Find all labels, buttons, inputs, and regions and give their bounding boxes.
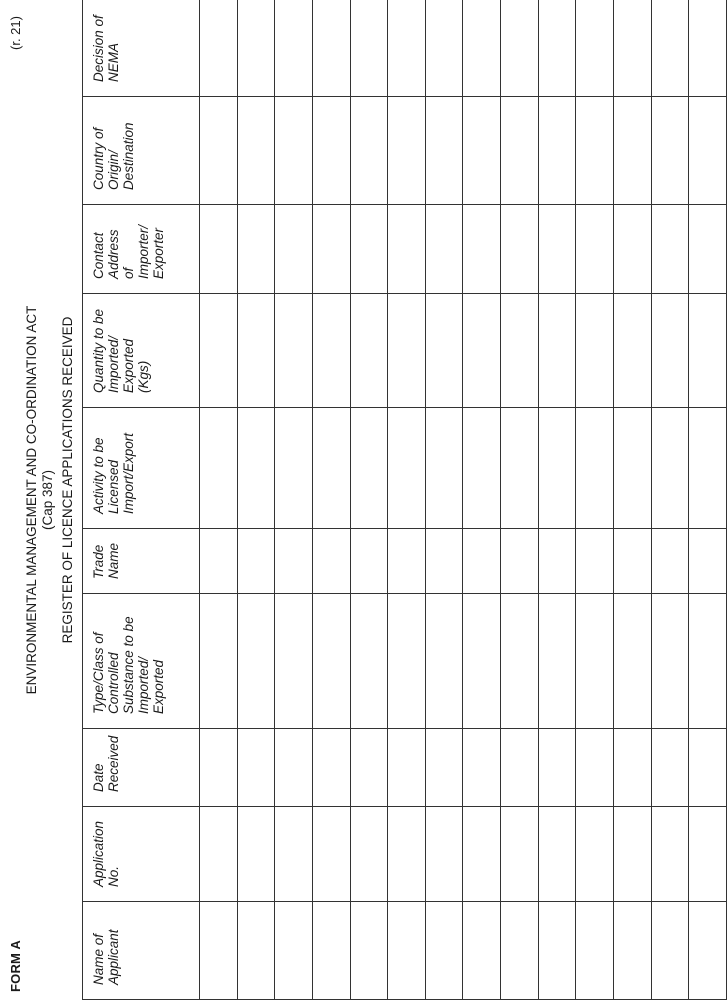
table-cell xyxy=(388,902,426,1000)
table-cell xyxy=(614,0,652,97)
table-cell xyxy=(614,902,652,1000)
table-cell xyxy=(501,594,539,729)
table-cell xyxy=(237,408,275,529)
table-cell xyxy=(538,529,576,594)
table-cell xyxy=(689,0,727,97)
table-cell xyxy=(538,807,576,902)
table-cell xyxy=(501,97,539,205)
table-cell xyxy=(275,902,313,1000)
table-cell xyxy=(463,0,501,97)
col-application-no: Application No. xyxy=(83,807,200,902)
table-cell xyxy=(200,97,238,205)
table-cell xyxy=(651,729,689,807)
table-cell xyxy=(576,594,614,729)
table-row xyxy=(312,0,350,1000)
table-cell xyxy=(200,205,238,294)
table-cell xyxy=(350,594,388,729)
table-cell xyxy=(576,807,614,902)
table-cell xyxy=(463,594,501,729)
table-cell xyxy=(425,902,463,1000)
table-cell xyxy=(237,97,275,205)
table-row xyxy=(237,0,275,1000)
table-cell xyxy=(237,0,275,97)
table-cell xyxy=(200,729,238,807)
table-cell xyxy=(689,408,727,529)
table-cell xyxy=(651,97,689,205)
table-cell xyxy=(275,205,313,294)
table-cell xyxy=(275,594,313,729)
table-cell xyxy=(463,294,501,408)
table-cell xyxy=(350,294,388,408)
table-cell xyxy=(275,408,313,529)
table-cell xyxy=(350,408,388,529)
table-cell xyxy=(689,529,727,594)
table-cell xyxy=(237,205,275,294)
table-cell xyxy=(576,729,614,807)
table-cell xyxy=(350,529,388,594)
table-cell xyxy=(312,594,350,729)
table-cell xyxy=(388,408,426,529)
table-row xyxy=(200,0,238,1000)
table-cell xyxy=(275,294,313,408)
table-cell xyxy=(425,529,463,594)
table-cell xyxy=(614,408,652,529)
table-row xyxy=(463,0,501,1000)
table-cell xyxy=(538,205,576,294)
table-cell xyxy=(651,807,689,902)
table-cell xyxy=(200,594,238,729)
table-cell xyxy=(275,97,313,205)
table-cell xyxy=(576,902,614,1000)
table-cell xyxy=(689,205,727,294)
table-cell xyxy=(689,594,727,729)
table-cell xyxy=(275,0,313,97)
table-cell xyxy=(425,0,463,97)
table-cell xyxy=(463,408,501,529)
table-cell xyxy=(425,294,463,408)
table-cell xyxy=(200,408,238,529)
table-row xyxy=(350,0,388,1000)
table-cell xyxy=(388,594,426,729)
table-cell xyxy=(614,205,652,294)
table-cell xyxy=(425,205,463,294)
table-cell xyxy=(614,729,652,807)
table-cell xyxy=(388,729,426,807)
table-cell xyxy=(463,729,501,807)
col-contact-address: Contact Address of Importer/ Exporter xyxy=(83,205,200,294)
table-cell xyxy=(689,729,727,807)
table-cell xyxy=(312,294,350,408)
table-cell xyxy=(651,205,689,294)
table-cell xyxy=(388,529,426,594)
table-cell xyxy=(689,902,727,1000)
table-cell xyxy=(312,902,350,1000)
table-cell xyxy=(538,97,576,205)
table-row xyxy=(388,0,426,1000)
table-cell xyxy=(576,529,614,594)
table-cell xyxy=(501,205,539,294)
table-cell xyxy=(614,807,652,902)
table-cell xyxy=(200,294,238,408)
table-cell xyxy=(312,205,350,294)
table-cell xyxy=(312,807,350,902)
table-row xyxy=(425,0,463,1000)
table-cell xyxy=(237,902,275,1000)
table-cell xyxy=(651,529,689,594)
table-cell xyxy=(538,729,576,807)
table-cell xyxy=(350,729,388,807)
form-label: FORM A xyxy=(8,940,23,992)
table-cell xyxy=(425,97,463,205)
table-cell xyxy=(689,97,727,205)
table-cell xyxy=(388,205,426,294)
table-cell xyxy=(275,729,313,807)
table-cell xyxy=(538,294,576,408)
table-cell xyxy=(312,408,350,529)
table-cell xyxy=(651,0,689,97)
table-cell xyxy=(651,408,689,529)
table-cell xyxy=(614,97,652,205)
table-cell xyxy=(388,0,426,97)
col-quantity: Quantity to be Imported/ Exported (Kgs) xyxy=(83,294,200,408)
col-country: Country of Origin/ Destination xyxy=(83,97,200,205)
table-cell xyxy=(501,0,539,97)
table-cell xyxy=(425,594,463,729)
table-cell xyxy=(501,529,539,594)
table-cell xyxy=(576,0,614,97)
table-cell xyxy=(350,807,388,902)
table-cell xyxy=(463,529,501,594)
table-cell xyxy=(538,408,576,529)
table-cell xyxy=(237,729,275,807)
col-name-of-applicant: Name of Applicant xyxy=(83,902,200,1000)
table-cell xyxy=(614,294,652,408)
table-row xyxy=(275,0,313,1000)
col-decision: Decision of NEMA xyxy=(83,0,200,97)
col-trade-name: Trade Name xyxy=(83,529,200,594)
cap-reference: (Cap 387) xyxy=(40,469,55,531)
register-table xyxy=(82,0,727,1000)
table-cell xyxy=(200,902,238,1000)
table-cell xyxy=(350,902,388,1000)
table-row xyxy=(614,0,652,1000)
table-cell xyxy=(275,807,313,902)
table-cell xyxy=(463,97,501,205)
table-cell xyxy=(651,594,689,729)
rule-reference: (r. 21) xyxy=(8,16,23,50)
table-cell xyxy=(312,529,350,594)
table-cell xyxy=(501,902,539,1000)
table-cell xyxy=(576,97,614,205)
table-cell xyxy=(689,294,727,408)
table-cell xyxy=(312,97,350,205)
table-row xyxy=(651,0,689,1000)
table-cell xyxy=(538,0,576,97)
table-cell xyxy=(425,729,463,807)
table-cell xyxy=(501,294,539,408)
table-row xyxy=(576,0,614,1000)
table-cell xyxy=(200,529,238,594)
table-cell xyxy=(350,97,388,205)
table-cell xyxy=(237,807,275,902)
col-activity: Activity to be Licensed Import/Export xyxy=(83,408,200,529)
table-cell xyxy=(200,807,238,902)
table-cell xyxy=(312,729,350,807)
table-cell xyxy=(237,294,275,408)
table-cell xyxy=(576,205,614,294)
table-cell xyxy=(689,807,727,902)
table-cell xyxy=(501,408,539,529)
table-cell xyxy=(463,205,501,294)
header-row xyxy=(83,0,200,1000)
act-title: ENVIRONMENTAL MANAGEMENT AND CO-ORDINATION ACT xyxy=(24,305,39,695)
table-cell xyxy=(200,0,238,97)
table-cell xyxy=(576,408,614,529)
table-cell xyxy=(388,97,426,205)
register-body xyxy=(200,0,727,1000)
table-cell xyxy=(388,807,426,902)
table-cell xyxy=(350,205,388,294)
table-cell xyxy=(388,294,426,408)
table-row xyxy=(501,0,539,1000)
table-cell xyxy=(463,902,501,1000)
table-cell xyxy=(463,807,501,902)
table-cell xyxy=(501,807,539,902)
table-row xyxy=(689,0,727,1000)
table-cell xyxy=(614,594,652,729)
table-cell xyxy=(614,529,652,594)
table-cell xyxy=(275,529,313,594)
table-cell xyxy=(350,0,388,97)
col-substance-type: Type/Class of Controlled Substance to be Imported/ Exported xyxy=(83,594,200,729)
table-cell xyxy=(312,0,350,97)
table-row xyxy=(538,0,576,1000)
table-cell xyxy=(651,294,689,408)
table-cell xyxy=(651,902,689,1000)
col-date-received: Date Received xyxy=(83,729,200,807)
table-cell xyxy=(538,594,576,729)
register-title: REGISTER OF LICENCE APPLICATIONS RECEIVED xyxy=(60,316,75,644)
table-cell xyxy=(501,729,539,807)
table-cell xyxy=(425,807,463,902)
table-cell xyxy=(425,408,463,529)
table-cell xyxy=(237,594,275,729)
table-cell xyxy=(237,529,275,594)
table-cell xyxy=(576,294,614,408)
table-cell xyxy=(538,902,576,1000)
